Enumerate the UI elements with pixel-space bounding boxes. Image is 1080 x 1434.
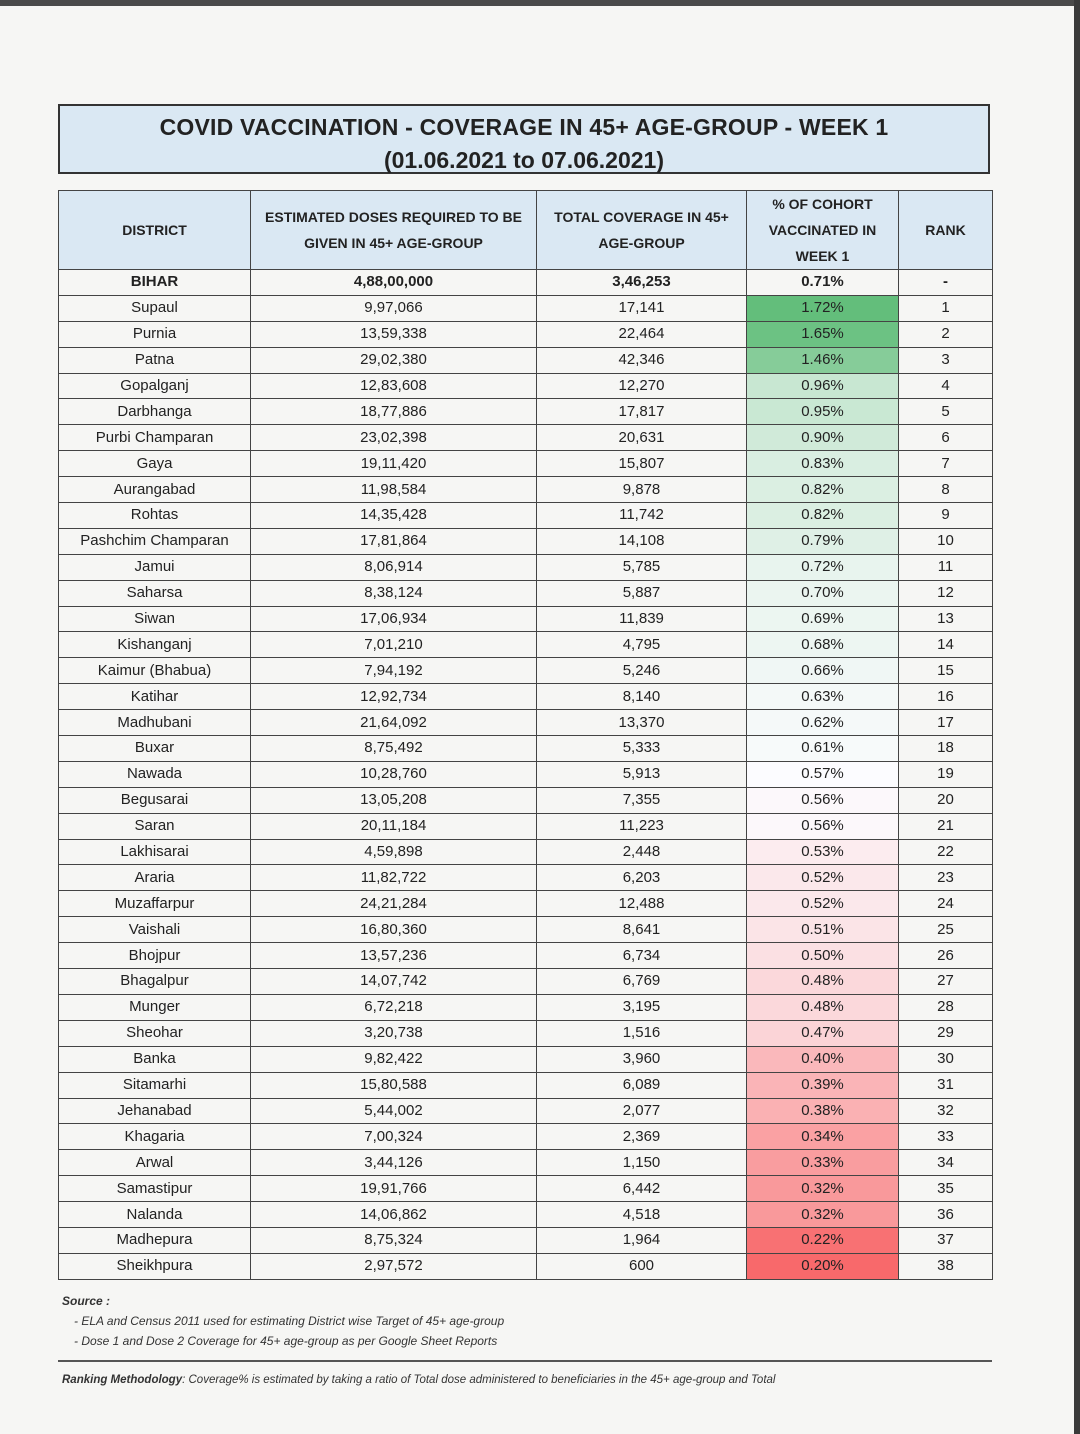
cell-percent: 0.82% [747,503,899,529]
cell-doses: 15,80,588 [251,1072,537,1098]
table-row [59,839,993,865]
cell-percent: 0.66% [747,658,899,684]
table-row [59,684,993,710]
table-row [59,1227,993,1253]
cell-rank: 36 [899,1202,993,1228]
cell-rank: 10 [899,528,993,554]
cell-rank: 18 [899,736,993,762]
cell-district: Lakhisarai [59,839,251,865]
top-edge [0,0,1080,6]
cell-doses: 8,38,124 [251,580,537,606]
cell-coverage: 7,355 [537,787,747,813]
cell-doses: 12,83,608 [251,373,537,399]
cell-doses: 21,64,092 [251,710,537,736]
cell-percent: 1.72% [747,295,899,321]
cell-coverage: 600 [537,1253,747,1279]
cell-percent: 0.47% [747,1020,899,1046]
cell-doses: 10,28,760 [251,761,537,787]
cell-percent: 0.57% [747,761,899,787]
table-row [59,1124,993,1150]
cell-doses: 19,11,420 [251,451,537,477]
cell-percent: 0.56% [747,787,899,813]
cell-doses: 4,59,898 [251,839,537,865]
cell-coverage: 4,795 [537,632,747,658]
cell-coverage: 17,141 [537,295,747,321]
cell-coverage: 4,518 [537,1202,747,1228]
cell-rank: 15 [899,658,993,684]
cell-rank: 23 [899,865,993,891]
cell-coverage: 2,077 [537,1098,747,1124]
cell-district: Darbhanga [59,399,251,425]
cell-district: Sheohar [59,1020,251,1046]
cell-coverage: 6,734 [537,943,747,969]
cell-percent: 0.22% [747,1227,899,1253]
cell-percent: 0.52% [747,891,899,917]
cell-coverage: 42,346 [537,347,747,373]
cell-rank: 1 [899,295,993,321]
cell-coverage: 22,464 [537,321,747,347]
cell-rank: 24 [899,891,993,917]
cell-district: Vaishali [59,917,251,943]
header-rank: RANK [899,191,993,270]
cell-rank: 22 [899,839,993,865]
cell-doses: 24,21,284 [251,891,537,917]
cell-district: Munger [59,994,251,1020]
cell-doses: 3,20,738 [251,1020,537,1046]
cell-district: Rohtas [59,503,251,529]
cell-percent: 0.63% [747,684,899,710]
table-row [59,917,993,943]
table-row [59,321,993,347]
cell-rank: 16 [899,684,993,710]
table-row [59,865,993,891]
cell-percent: 0.82% [747,477,899,503]
table-row [59,503,993,529]
cell-doses: 13,05,208 [251,787,537,813]
cell-rank: 7 [899,451,993,477]
cell-district: Khagaria [59,1124,251,1150]
cell-rank: 35 [899,1176,993,1202]
state-coverage: 3,46,253 [537,270,747,296]
cell-doses: 13,57,236 [251,943,537,969]
cell-coverage: 11,742 [537,503,747,529]
cell-district: Begusarai [59,787,251,813]
table-row [59,451,993,477]
cell-coverage: 8,140 [537,684,747,710]
cell-doses: 5,44,002 [251,1098,537,1124]
cell-rank: 12 [899,580,993,606]
cell-district: Banka [59,1046,251,1072]
cell-district: Sheikhpura [59,1253,251,1279]
cell-coverage: 5,887 [537,580,747,606]
cell-percent: 0.48% [747,994,899,1020]
cell-doses: 17,81,864 [251,528,537,554]
cell-percent: 0.52% [747,865,899,891]
cell-district: Patna [59,347,251,373]
cell-district: Madhepura [59,1227,251,1253]
table-row [59,943,993,969]
cell-district: Purnia [59,321,251,347]
cell-rank: 33 [899,1124,993,1150]
cell-percent: 0.95% [747,399,899,425]
cell-coverage: 3,960 [537,1046,747,1072]
cell-doses: 6,72,218 [251,994,537,1020]
cell-district: Jamui [59,554,251,580]
cell-doses: 14,06,862 [251,1202,537,1228]
cell-coverage: 9,878 [537,477,747,503]
cell-percent: 0.90% [747,425,899,451]
cell-rank: 8 [899,477,993,503]
source-notes [62,1294,504,1348]
cell-district: Siwan [59,606,251,632]
cell-percent: 0.56% [747,813,899,839]
table-row [59,1202,993,1228]
table-row [59,1176,993,1202]
title-line-2: (01.06.2021 to 07.06.2021) [383,147,665,173]
table-row [59,994,993,1020]
cell-doses: 11,98,584 [251,477,537,503]
cell-rank: 4 [899,373,993,399]
cell-rank: 19 [899,761,993,787]
cell-doses: 14,07,742 [251,969,537,995]
cell-district: Madhubani [59,710,251,736]
cell-rank: 31 [899,1072,993,1098]
cell-district: Arwal [59,1150,251,1176]
table-row [59,813,993,839]
source-heading: Source : [62,1294,111,1308]
cell-district: Purbi Champaran [59,425,251,451]
cell-doses: 17,06,934 [251,606,537,632]
cell-percent: 0.68% [747,632,899,658]
cell-district: Sitamarhi [59,1072,251,1098]
cell-doses: 16,80,360 [251,917,537,943]
cell-percent: 0.53% [747,839,899,865]
cell-coverage: 11,223 [537,813,747,839]
cell-district: Nalanda [59,1202,251,1228]
cell-percent: 0.38% [747,1098,899,1124]
cell-percent: 0.72% [747,554,899,580]
cell-district: Bhojpur [59,943,251,969]
cell-doses: 12,92,734 [251,684,537,710]
header-district: DISTRICT [59,191,251,270]
cell-coverage: 2,448 [537,839,747,865]
cell-percent: 0.39% [747,1072,899,1098]
cell-rank: 11 [899,554,993,580]
cell-percent: 0.51% [747,917,899,943]
cell-doses: 8,75,324 [251,1227,537,1253]
cell-doses: 9,97,066 [251,295,537,321]
cell-district: Katihar [59,684,251,710]
cell-district: Buxar [59,736,251,762]
cell-percent: 0.61% [747,736,899,762]
table-row [59,710,993,736]
cell-coverage: 5,246 [537,658,747,684]
cell-district: Nawada [59,761,251,787]
cell-doses: 11,82,722 [251,865,537,891]
cell-coverage: 1,516 [537,1020,747,1046]
cell-doses: 8,06,914 [251,554,537,580]
cell-percent: 0.70% [747,580,899,606]
cell-percent: 0.32% [747,1176,899,1202]
cell-rank: 25 [899,917,993,943]
source-line-1: - ELA and Census 2011 used for estimating District wise Target of 45+ age-group [74,1314,505,1328]
cell-percent: 1.65% [747,321,899,347]
table-row [59,1072,993,1098]
cell-rank: 14 [899,632,993,658]
table-row [59,1098,993,1124]
table-row [59,658,993,684]
cell-coverage: 3,195 [537,994,747,1020]
table-row [59,528,993,554]
table-row [59,399,993,425]
cell-coverage: 5,913 [537,761,747,787]
methodology-text: : Coverage% is estimated by taking a ratio of Total dose administered to beneficiaries in the 45+ age-group and Total [182,1374,776,1386]
cell-coverage: 2,369 [537,1124,747,1150]
state-rank: - [899,270,993,296]
cell-percent: 0.33% [747,1150,899,1176]
cell-coverage: 8,641 [537,917,747,943]
cell-rank: 21 [899,813,993,839]
cell-doses: 9,82,422 [251,1046,537,1072]
cell-coverage: 17,817 [537,399,747,425]
state-percent: 0.71% [747,270,899,296]
cell-rank: 3 [899,347,993,373]
cell-district: Saharsa [59,580,251,606]
cell-district: Saran [59,813,251,839]
cell-doses: 13,59,338 [251,321,537,347]
cell-coverage: 13,370 [537,710,747,736]
table-row [59,477,993,503]
cell-percent: 0.20% [747,1253,899,1279]
cell-coverage: 5,333 [537,736,747,762]
cell-percent: 0.34% [747,1124,899,1150]
table-row [59,373,993,399]
title-box [58,104,990,174]
cell-rank: 38 [899,1253,993,1279]
table-row [59,787,993,813]
table-row [59,632,993,658]
cell-percent: 0.62% [747,710,899,736]
cell-coverage: 5,785 [537,554,747,580]
header-doses: ESTIMATED DOSES REQUIRED TO BE GIVEN IN 45+ AGE-GROUP [251,191,537,270]
table-row [59,580,993,606]
cell-district: Araria [59,865,251,891]
cell-percent: 0.83% [747,451,899,477]
cell-district: Jehanabad [59,1098,251,1124]
methodology-label: Ranking Methodology [62,1374,183,1386]
state-doses: 4,88,00,000 [251,270,537,296]
table-header-row [59,191,993,270]
cell-rank: 13 [899,606,993,632]
cell-district: Supaul [59,295,251,321]
cell-district: Gaya [59,451,251,477]
cell-doses: 19,91,766 [251,1176,537,1202]
table-row [59,969,993,995]
cell-doses: 29,02,380 [251,347,537,373]
header-percent: % OF COHORT VACCINATED IN WEEK 1 [747,191,899,270]
cell-district: Muzaffarpur [59,891,251,917]
state-name: BIHAR [59,270,251,296]
cell-rank: 20 [899,787,993,813]
cell-rank: 17 [899,710,993,736]
cell-percent: 0.32% [747,1202,899,1228]
divider [58,1360,992,1362]
ranking-methodology [62,1374,775,1386]
cell-coverage: 15,807 [537,451,747,477]
cell-rank: 5 [899,399,993,425]
header-coverage: TOTAL COVERAGE IN 45+ AGE-GROUP [537,191,747,270]
cell-doses: 14,35,428 [251,503,537,529]
cell-coverage: 12,488 [537,891,747,917]
table-row [59,891,993,917]
cell-rank: 9 [899,503,993,529]
cell-percent: 0.69% [747,606,899,632]
cell-coverage: 12,270 [537,373,747,399]
cell-district: Bhagalpur [59,969,251,995]
table-row [59,425,993,451]
cell-rank: 27 [899,969,993,995]
cell-coverage: 6,089 [537,1072,747,1098]
cell-district: Kishanganj [59,632,251,658]
cell-coverage: 1,150 [537,1150,747,1176]
cell-district: Gopalganj [59,373,251,399]
cell-doses: 8,75,492 [251,736,537,762]
cell-coverage: 20,631 [537,425,747,451]
state-row [59,270,993,296]
coverage-table [58,190,993,1280]
cell-rank: 32 [899,1098,993,1124]
cell-district: Kaimur (Bhabua) [59,658,251,684]
table-row [59,1253,993,1279]
cell-district: Samastipur [59,1176,251,1202]
cell-rank: 29 [899,1020,993,1046]
cell-percent: 0.48% [747,969,899,995]
cell-rank: 30 [899,1046,993,1072]
table-row [59,736,993,762]
table-row [59,554,993,580]
source-line-2: - Dose 1 and Dose 2 Coverage for 45+ age-group as per Google Sheet Reports [74,1334,498,1348]
table-row [59,295,993,321]
cell-coverage: 6,442 [537,1176,747,1202]
cell-percent: 0.50% [747,943,899,969]
cell-doses: 23,02,398 [251,425,537,451]
cell-doses: 7,94,192 [251,658,537,684]
cell-coverage: 1,964 [537,1227,747,1253]
cell-rank: 28 [899,994,993,1020]
cell-rank: 34 [899,1150,993,1176]
table-row [59,347,993,373]
cell-district: Aurangabad [59,477,251,503]
right-edge [1074,0,1080,1434]
cell-doses: 20,11,184 [251,813,537,839]
cell-coverage: 6,203 [537,865,747,891]
cell-percent: 1.46% [747,347,899,373]
cell-rank: 37 [899,1227,993,1253]
cell-percent: 0.96% [747,373,899,399]
cell-doses: 18,77,886 [251,399,537,425]
cell-rank: 6 [899,425,993,451]
cell-doses: 7,01,210 [251,632,537,658]
table-row [59,1020,993,1046]
cell-percent: 0.40% [747,1046,899,1072]
cell-percent: 0.79% [747,528,899,554]
cell-coverage: 11,839 [537,606,747,632]
table-row [59,761,993,787]
table-row [59,1150,993,1176]
title-line-1: COVID VACCINATION - COVERAGE IN 45+ AGE-GROUP - WEEK 1 [159,114,889,140]
table-row [59,1046,993,1072]
cell-rank: 2 [899,321,993,347]
cell-district: Pashchim Champaran [59,528,251,554]
cell-doses: 3,44,126 [251,1150,537,1176]
cell-rank: 26 [899,943,993,969]
cell-coverage: 6,769 [537,969,747,995]
cell-coverage: 14,108 [537,528,747,554]
table-row [59,606,993,632]
cell-doses: 7,00,324 [251,1124,537,1150]
cell-doses: 2,97,572 [251,1253,537,1279]
